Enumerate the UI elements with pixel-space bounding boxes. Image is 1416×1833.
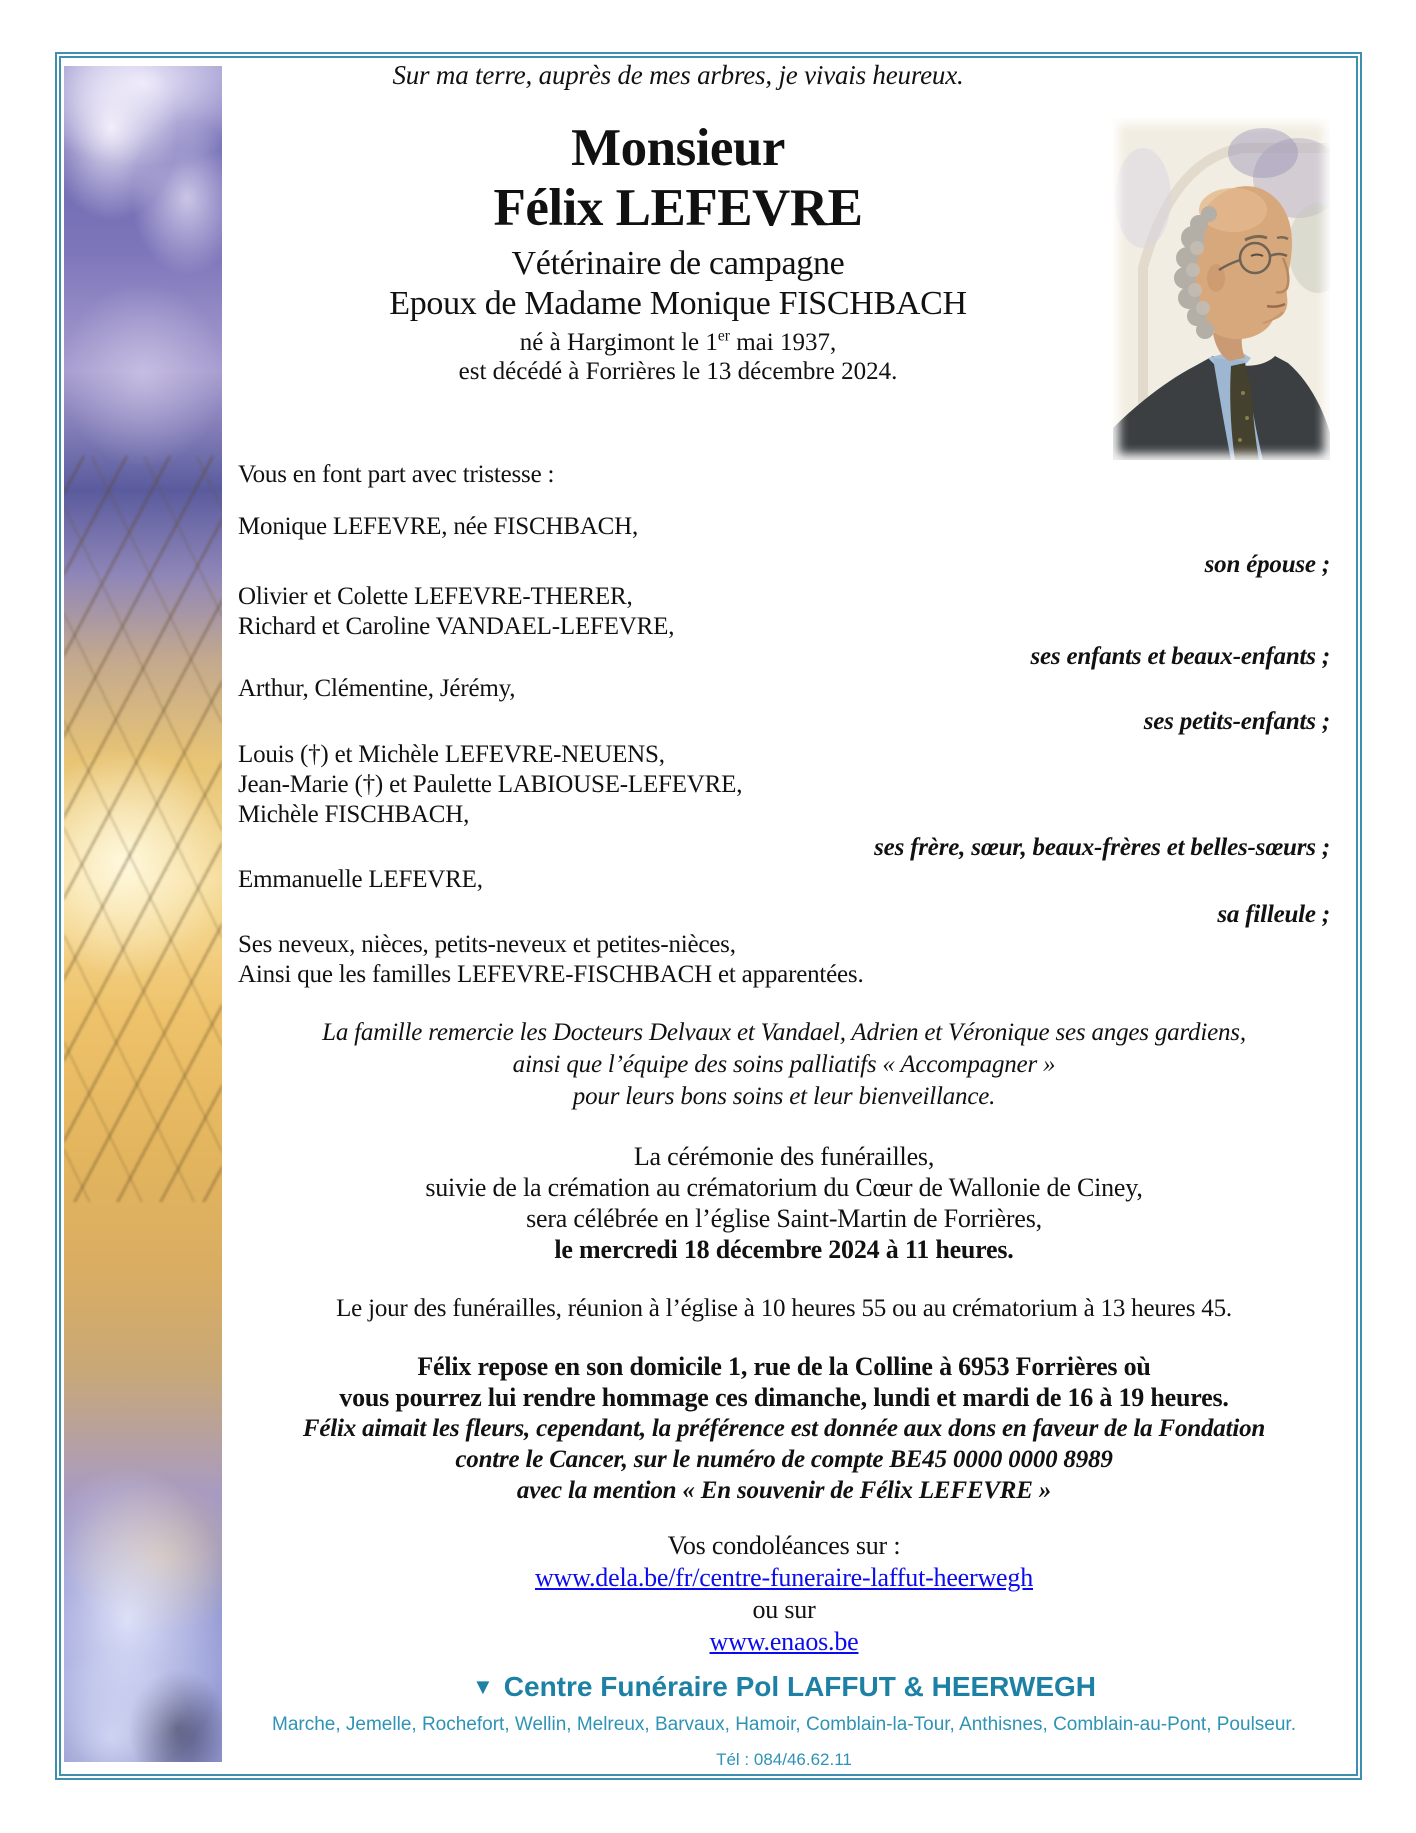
condolences-link-dela[interactable]: www.dela.be/fr/centre-funeraire-laffut-heerwegh: [534, 1563, 1034, 1592]
funeral-home-name: Centre Funéraire Pol LAFFUT & HEERWEGH: [503, 1671, 1096, 1702]
thanks-line-2: ainsi que l’équipe des soins palliatifs « Accompagner »: [512, 1051, 1056, 1078]
funeral-home-phone: Tél : 084/46.62.11: [716, 1750, 852, 1769]
family-role: ses enfants et beaux-enfants ;: [1030, 643, 1330, 670]
condolences-link-enaos[interactable]: www.enaos.be: [709, 1627, 859, 1656]
family-section: [238, 460, 1330, 990]
ceremony-line-3: sera célébrée en l’église Saint-Martin de Forrières,: [526, 1204, 1042, 1233]
family-member: Richard et Caroline VANDAEL-LEFEVRE,: [238, 613, 675, 640]
ceremony-line-1: La cérémonie des funérailles,: [633, 1142, 935, 1171]
birth-line: [238, 328, 1118, 357]
epitaph-quote: Sur ma terre, auprès de mes arbres, je vivais heureux.: [392, 60, 964, 90]
ceremony-line-2: suivie de la crémation au crématorium du Cœur de Wallonie de Ciney,: [425, 1173, 1143, 1202]
condolences-or-text: ou sur: [752, 1595, 816, 1624]
birth-line-sup: er: [717, 327, 730, 345]
ceremony-section: [238, 1141, 1330, 1265]
snow-overlay: [64, 1287, 222, 1762]
family-member: Emmanuelle LEFEVRE,: [238, 866, 483, 893]
donation-line-3: avec la mention « En souvenir de Félix LEFEVRE »: [516, 1477, 1052, 1504]
family-member: Olivier et Colette LEFEVRE-THERER,: [238, 583, 633, 610]
decorative-frame: [55, 52, 1362, 1780]
header-block: [238, 58, 1118, 386]
family-member: Michèle FISCHBACH,: [238, 801, 470, 828]
family-role: ses petits-enfants ;: [1143, 708, 1330, 735]
funeral-home-brand: [238, 1670, 1330, 1704]
family-member: Ses neveux, nièces, petits-neveux et petites-nièces,: [238, 931, 736, 958]
meeting-line: Le jour des funérailles, réunion à l’église à 10 heures 55 ou au crématorium à 13 heures 45.: [336, 1295, 1232, 1322]
spouse-line: Epoux de Madame Monique FISCHBACH: [389, 285, 967, 322]
winter-trees-photo: [64, 66, 222, 1762]
condolences-section: [238, 1530, 1330, 1658]
content-column: [238, 58, 1330, 1770]
family-role: son épouse ;: [1204, 551, 1330, 578]
profession-line: Vétérinaire de campagne: [511, 245, 845, 282]
thanks-line-1: La famille remercie les Docteurs Delvaux et Vandael, Adrien et Véronique ses anges gardiens,: [322, 1019, 1246, 1046]
family-member: Louis (†) et Michèle LEFEVRE-NEUENS,: [238, 741, 665, 768]
thanks-line-3: pour leurs bons soins et leur bienveillance.: [572, 1083, 996, 1110]
family-role: sa filleule ;: [1217, 901, 1330, 928]
frost-overlay: [64, 66, 222, 507]
family-member: Arthur, Clémentine, Jérémy,: [238, 675, 516, 702]
donation-line-2: contre le Cancer, sur le numéro de compte BE45 0000 0000 8989: [455, 1446, 1113, 1473]
triangle-logo-icon: ▼: [472, 1674, 494, 1699]
death-line: est décédé à Forrières le 13 décembre 2024.: [458, 358, 898, 385]
branches-overlay: [64, 456, 222, 1202]
repose-line-1: Félix repose en son domicile 1, rue de la Colline à 6953 Forrières où: [417, 1352, 1151, 1381]
family-member: Ainsi que les familles LEFEVRE-FISCHBACH et apparentées.: [238, 961, 864, 988]
family-role: ses frère, sœur, beaux-frères et belles-sœurs ;: [874, 834, 1330, 861]
deceased-name: Félix LEFEVRE: [493, 179, 863, 237]
title-monsieur: Monsieur: [571, 119, 785, 177]
repose-line-2: vous pourrez lui rendre hommage ces dimanche, lundi et mardi de 16 à 19 heures.: [339, 1383, 1229, 1412]
funeral-home-towns: Marche, Jemelle, Rochefort, Wellin, Melreux, Barvaux, Hamoir, Comblain-la-Tour, Anthisnes, Comblain-au-Pont, Poulseur.: [272, 1714, 1296, 1735]
birth-line-post: mai 1937,: [729, 329, 837, 356]
family-member: Jean-Marie (†) et Paulette LABIOUSE-LEFEVRE,: [238, 771, 743, 798]
donation-line-1: Félix aimait les fleurs, cependant, la préférence est donnée aux dons en faveur de la Fondation: [302, 1415, 1266, 1442]
birth-line-pre: né à Hargimont le 1: [519, 329, 718, 356]
repose-section: [238, 1351, 1330, 1506]
family-member: Monique LEFEVRE, née FISCHBACH,: [238, 513, 639, 540]
family-intro: Vous en font part avec tristesse :: [238, 461, 555, 488]
ceremony-date: le mercredi 18 décembre 2024 à 11 heures.: [554, 1235, 1014, 1264]
thanks-section: [238, 1017, 1330, 1113]
condolences-label: Vos condoléances sur :: [667, 1531, 901, 1560]
